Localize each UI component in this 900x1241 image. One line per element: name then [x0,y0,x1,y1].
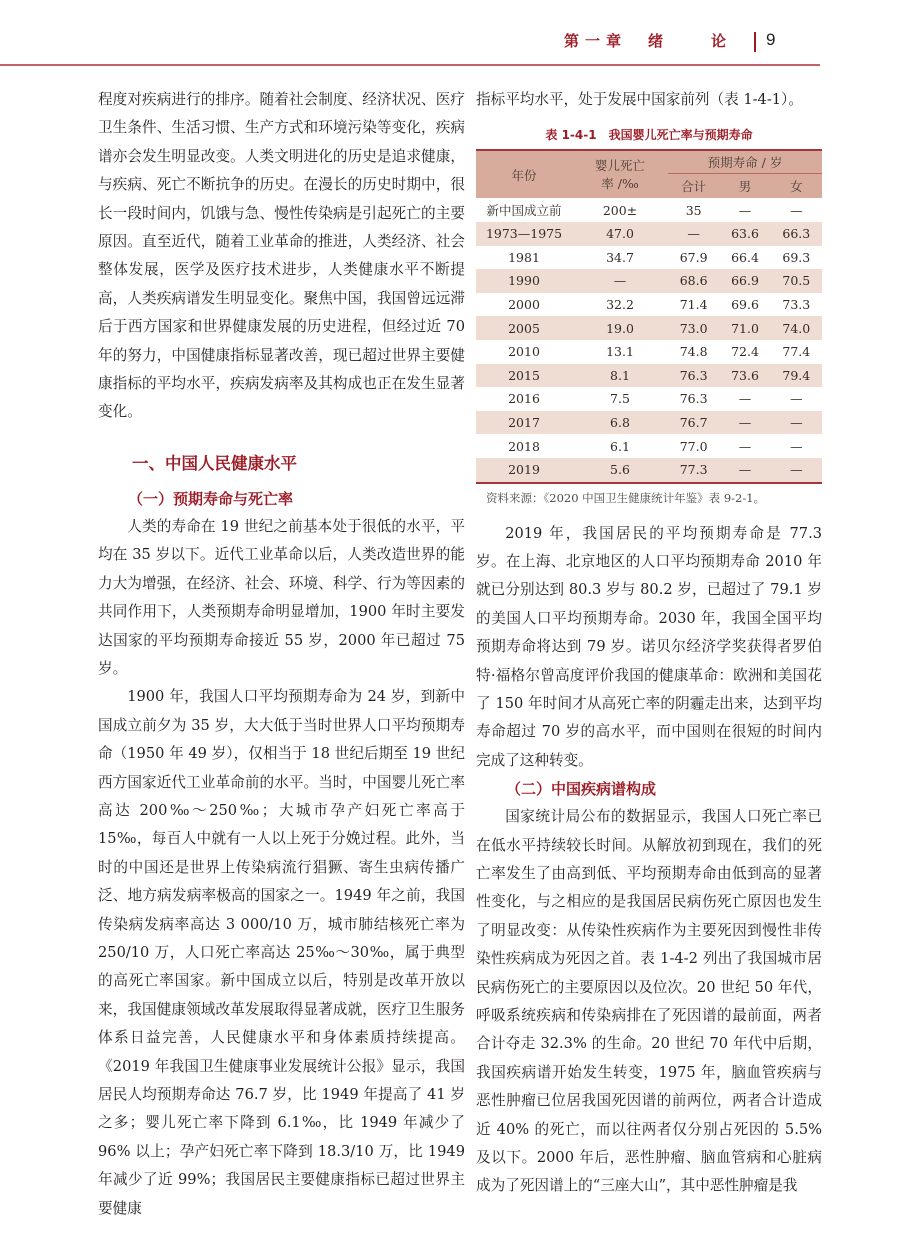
cell-year: 1973—1975 [476,222,572,246]
cell-male: — [738,391,752,407]
left-column [98,86,465,1223]
cell-imr: 6.8 [572,411,668,435]
header-divider [754,32,756,52]
cell-total: 73.0 [668,316,719,340]
section-heading: 一、中国人民健康水平 [132,453,297,473]
table-row [476,364,822,388]
table-row [476,269,822,293]
cell-imr: 13.1 [606,344,634,360]
cell-female: — [790,438,803,454]
cell-total: 76.7 [668,411,719,435]
paragraph: 程度对疾病进行的排序。随着社会制度、经济状况、医疗卫生条件、生活习惯、生产方式和环境污染等变化，疾病谱亦会发生明显改变。人类文明进化的历史是追求健康，与疾病、死亡不断抗争的历史。在漫长的历史时期中，很长一段时间内，饥饿与急、慢性传染病是引起死亡的主要原因。直至近代，随着工业革命的推进，人类经济、社会整体发展，医学及医疗技术进步，人类健康水平不断提高，人类疾病谱发生明显变化。聚焦中国，我国曾远远滞后于西方国家和世界健康发展的历史进程，但经过近 70 年的努力，中国健康指标显著改善，现已超过世界主要健康指标的平均水平，疾病发病率及其构成也正在发生显著变化。 [98,91,465,421]
cell-total: 71.4 [679,297,708,313]
cell-total: 76.3 [679,391,708,407]
cell-year: 2010 [508,344,540,360]
subsection-heading: （一）预期寿命与死亡率 [128,489,294,508]
chapter-title: 第一章 绪 论 [563,32,732,50]
cell-total: — [668,222,719,246]
paragraph: 指标平均水平，处于发展中国家前列（表 1-4-1）。 [476,91,803,108]
cell-year: 新中国成立前 [486,203,562,219]
cell-male: — [719,458,770,483]
paragraph: 国家统计局公布的数据显示，我国人口死亡率已在低水平持续较长时间。从解放初到现在，我们的死亡率发生了由高到低、平均预期寿命由低到高的显著性变化，与之相应的是我国居民病伤死亡原因也发生了明显改变：从传染性疾病作为主要死因到慢性非传染性疾病成为死因之首。表 1-4-2 列出了我国城市居民病伤死亡的主要原因以及位次。20 世纪 50 年代，呼吸系统疾病和传染病排在了死因谱的最前面，两者合计夺走 32.3% 的生命。20 世纪 70 年代中后期，我国疾病谱开始发生转变，1975 年，脑血管疾病与恶性肿瘤已位居我国死因谱的前两位，两者合计造成近 40% 的死亡，而以往两者仅分别占死因的 5.5% 及以下。2000 年后，恶性肿瘤、脑血管病和心脏病成为了死因谱上的“三座大山”，其中恶性肿瘤是我 [476,808,822,1195]
col-header-imr-unit: 率 /‰ [572,174,668,199]
col-header-year: 年份 [476,150,572,198]
cell-female: — [790,202,803,218]
cell-male: 63.6 [719,222,770,246]
cell-imr: 8.1 [572,364,668,388]
cell-female: 69.3 [782,249,811,265]
paragraph: 1900 年，我国人口平均预期寿命为 24 岁，到新中国成立前夕为 35 岁，大大低于当时世界人口平均预期寿命（1950 年 49 岁），仅相当于 18 世纪后期至 19 世纪西方国家近代工业革命前的水平。当时，中国婴儿死亡率高达 200‰～250‰；大城市孕产妇死亡率高于 15‰，每百人中就有一人以上死于分娩过程。此外，当时的中国还是世界上传染病流行猖獗、寄生虫病传播广泛、地方病发病率极高的国家之一。1949 年之前，我国传染病发病率高达 3 000/10 万，城市肺结核死亡率为 250/10 万，人口死亡率高达 25‰～30‰，属于典型的高死亡率国家。新中国成立以后，特别是改革开放以来，我国健康领域改革发展取得显著成就，医疗卫生服务体系日益完善，人民健康水平和身体素质持续提高。《2019 年我国卫生健康事业发展统计公报》显示，我国居民人均预期寿命达 76.7 岁，比 1949 年提高了 41 岁之多；婴儿死亡率下降到 6.1‰，比 1949 年减少了 96% 以上；孕产妇死亡率下降到 18.3/10 万，比 1949 年减少了近 99%；我国居民主要健康指标已超过世界主要健康 [98,688,465,1217]
table-row [476,246,822,270]
col-header-female: 女 [771,174,822,199]
cell-male: 66.4 [731,249,759,265]
table-row [476,316,822,340]
cell-total: 77.3 [668,458,719,483]
cell-year: 2005 [476,316,572,340]
table-row [476,458,822,483]
cell-female: — [771,458,822,483]
cell-male: 71.0 [719,316,770,340]
cell-male: 72.4 [731,344,759,360]
cell-imr: 47.0 [572,222,668,246]
cell-male: 73.6 [719,364,770,388]
cell-female: 74.0 [771,316,822,340]
table-row [476,434,822,458]
col-header-life-expectancy: 预期寿命 / 岁 [668,150,822,174]
cell-total: 35 [685,202,702,218]
cell-total: 74.8 [679,344,708,360]
cell-imr: 200± [602,202,638,218]
cell-year: 2019 [476,458,572,483]
table-row [476,387,822,411]
cell-total: 76.3 [668,364,719,388]
cell-female: 66.3 [771,222,822,246]
col-header-total: 合计 [668,174,719,199]
cell-male: — [719,411,770,435]
cell-imr: 5.6 [572,458,668,483]
mortality-life-expectancy-table [476,149,822,483]
col-header-imr [572,150,668,174]
cell-female: — [771,411,822,435]
cell-female: 70.5 [771,269,822,293]
cell-male: — [738,438,752,454]
table-row [476,222,822,246]
cell-female: — [790,391,803,407]
cell-year: 2018 [508,438,540,454]
cell-year: 2017 [476,411,572,435]
cell-imr: 19.0 [572,316,668,340]
cell-female: 73.3 [782,297,811,313]
col-header-imr-line1: 婴儿死亡 [594,157,645,173]
cell-imr: 32.2 [606,297,634,313]
cell-year: 2015 [476,364,572,388]
paragraph: 人类的寿命在 19 世纪之前基本处于很低的水平，平均在 35 岁以下。近代工业革命以后，人类改造世界的能力大为增强，在经济、社会、环境、科学、行为等因素的共同作用下，人类预期寿命明显增加，1900 年时主要发达国家的平均预期寿命接近 55 岁，2000 年已超过 75 岁。 [98,517,465,677]
paragraph: 2019 年，我国居民的平均预期寿命是 77.3 岁。在上海、北京地区的人口平均预期寿命 2010 年就已分别达到 80.3 岁与 80.2 岁，已超过了 79.1 岁的美国人口平均预期寿命。2030 年，我国全国平均预期寿命将达到 79 岁。诺贝尔经济学奖获得者罗伯特·福格尔曾高度评价我国的健康革命：欧洲和美国花了 150 年时间才从高死亡率的阴霾走出来，达到平均寿命超过 70 岁的高水平，而中国则在很短的时间内完成了这种转变。 [476,524,822,769]
table-row [476,198,822,222]
table-caption: 表 1-4-1 我国婴儿死亡率与预期寿命 [545,128,753,143]
cell-male: 69.6 [731,297,759,313]
cell-imr: — [572,269,668,293]
col-header-male: 男 [719,174,770,199]
cell-imr: 7.5 [610,391,630,407]
cell-total: 77.0 [679,438,708,454]
cell-total: 68.6 [668,269,719,293]
subsection-heading: （二）中国疾病谱构成 [506,780,657,799]
page-number: 9 [766,30,776,49]
cell-year: 2016 [508,391,540,407]
running-header [0,0,820,66]
cell-year: 1990 [476,269,572,293]
table-row [476,411,822,435]
cell-female: 79.4 [771,364,822,388]
cell-female: 77.4 [782,344,811,360]
cell-imr: 34.7 [606,249,634,265]
cell-imr: 6.1 [610,438,630,454]
cell-year: 2000 [508,297,540,313]
cell-male: 66.9 [719,269,770,293]
cell-year: 1981 [508,249,540,265]
table-row [476,340,822,364]
cell-male: — [738,202,752,218]
table-row [476,293,822,317]
table-source-note: 资料来源：《2020 中国卫生健康统计年鉴》表 9-2-1。 [486,490,766,505]
right-column [476,86,822,1201]
cell-total: 67.9 [679,249,708,265]
